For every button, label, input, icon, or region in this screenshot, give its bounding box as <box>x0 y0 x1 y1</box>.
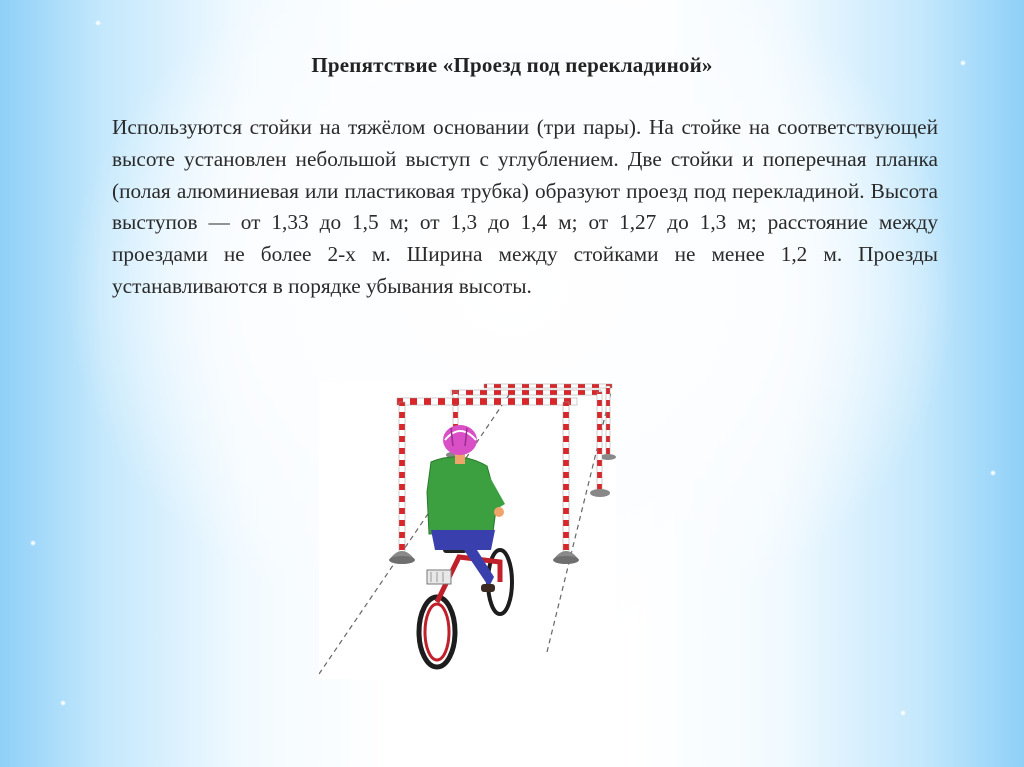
sparkle-decoration <box>95 20 101 26</box>
sparkle-decoration <box>990 470 996 476</box>
sparkle-decoration <box>60 700 66 706</box>
sparkle-decoration <box>30 540 36 546</box>
cyclist-under-crossbar-illustration <box>319 382 616 679</box>
bicycle <box>419 546 512 667</box>
cyclist <box>427 425 505 592</box>
page-title: Препятствие «Проезд под перекладиной» <box>311 53 713 77</box>
sparkle-decoration <box>900 710 906 716</box>
sparkle-decoration <box>960 60 966 66</box>
cyclist-illustration <box>319 382 616 679</box>
body-paragraph: Используются стойки на тяжёлом основании (три пары). На стойке на соответствующей высоте установлен небольшой выступ с углублением. Две стойки и поперечная планка (полая алюминиевая или пластиковая трубка) образуют проезд под перекладиной. Высота выступов — от 1,33 до 1,5 м; от 1,3 до 1,4 м; от 1,27 до 1,3 м; расстояние между проездами не более 2-х м. Ширина между стойками не менее 1,2 м. Проезды устанавливаются в порядке убывания высоты. <box>112 115 938 298</box>
crossbar-gate-back <box>484 384 616 460</box>
